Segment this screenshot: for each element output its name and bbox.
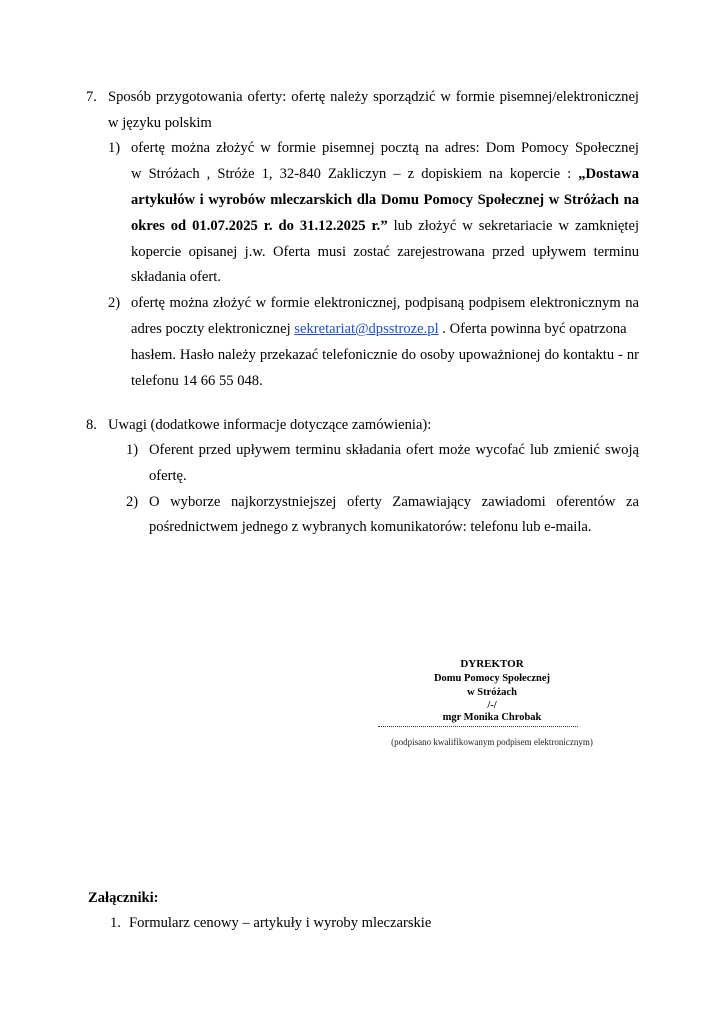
section8-item2-line2: pośrednictwem jednego z wybranych komunikatorów: telefonu lub e-maila. bbox=[149, 519, 592, 535]
email-link[interactable]: sekretariat@dpsstroze.pl bbox=[294, 321, 439, 337]
signature-mark: /-/ bbox=[487, 700, 497, 711]
section8-item2-line1: O wyborze najkorzystniejszej oferty Zamawiający zawiadomi oferentów za bbox=[149, 494, 639, 510]
section7-item1-number: 1) bbox=[108, 140, 121, 156]
section7-item2-line4: telefonu 14 66 55 048. bbox=[131, 373, 263, 389]
section7-item2-line2-suffix: . Oferta powinna być opatrzona bbox=[438, 321, 627, 337]
signature-title: DYREKTOR bbox=[460, 658, 524, 670]
section7-number: 7. bbox=[86, 89, 97, 105]
section7-item1-line3: artykułów i wyrobów mleczarskich dla Domu Pomocy Społecznej w Stróżach na bbox=[131, 192, 639, 208]
section7-item2-line1: ofertę można złożyć w formie elektronicznej, podpisaną podpisem elektronicznym na bbox=[131, 295, 639, 311]
section7-item1-line2-bold: „Dostawa bbox=[578, 166, 639, 182]
section8-item1-line1: Oferent przed upływem terminu składania ofert może wycofać lub zmienić swoją bbox=[149, 442, 639, 458]
section7-title-line2: w języku polskim bbox=[108, 115, 212, 131]
attachment-number: 1. bbox=[110, 915, 121, 931]
section7-item2-line2 bbox=[131, 320, 627, 338]
section7-item1-line6: składania ofert. bbox=[131, 269, 221, 285]
section8-item2-number: 2) bbox=[126, 494, 139, 510]
section7-item1-line4-text: lub złożyć w sekretariacie w zamkniętej bbox=[387, 218, 639, 234]
section7-item1-line2 bbox=[131, 165, 639, 183]
section7-title-line1: Sposób przygotowania oferty: ofertę należy sporządzić w formie pisemnej/elektronicznej bbox=[108, 89, 639, 105]
section7-item2-line3: hasłem. Hasło należy przekazać telefonicznie do osoby upoważnionej do kontaktu - nr bbox=[131, 347, 639, 363]
signature-dotted-line bbox=[378, 726, 578, 727]
section8-item1-number: 1) bbox=[126, 442, 139, 458]
signature-location: w Stróżach bbox=[467, 687, 517, 698]
signature-institution: Domu Pomocy Społecznej bbox=[433, 673, 551, 684]
attachment-label: Formularz cenowy – artykuły i wyroby mleczarskie bbox=[129, 915, 432, 931]
section8-item1-line2: ofertę. bbox=[149, 468, 187, 484]
section7-item2-line2-prefix: adres poczty elektronicznej bbox=[131, 321, 295, 337]
signature-note: (podpisano kwalifikowanym podpisem elektronicznym) bbox=[391, 737, 593, 747]
section7-item2-number: 2) bbox=[108, 295, 121, 311]
attachments-heading: Załączniki: bbox=[88, 890, 159, 906]
section8-number: 8. bbox=[86, 417, 97, 433]
section8-title: Uwagi (dodatkowe informacje dotyczące zamówienia): bbox=[108, 417, 432, 433]
section7-item1-line1: ofertę można złożyć w formie pisemnej pocztą na adres: Dom Pomocy Społecznej bbox=[131, 140, 639, 156]
section7-item1-line4-bold: okres od 01.07.2025 r. do 31.12.2025 r.” bbox=[131, 218, 388, 234]
section7-item1-line4 bbox=[131, 217, 639, 235]
section7-item1-line2-text: w Stróżach , Stróże 1, 32-840 Zakliczyn – z dopiskiem na kopercie : bbox=[131, 166, 579, 182]
section7-item1-line5: kopercie opisanej j.w. Oferta musi zostać zarejestrowana przed upływem terminu bbox=[131, 244, 639, 260]
signature-name: mgr Monika Chrobak bbox=[442, 712, 542, 723]
